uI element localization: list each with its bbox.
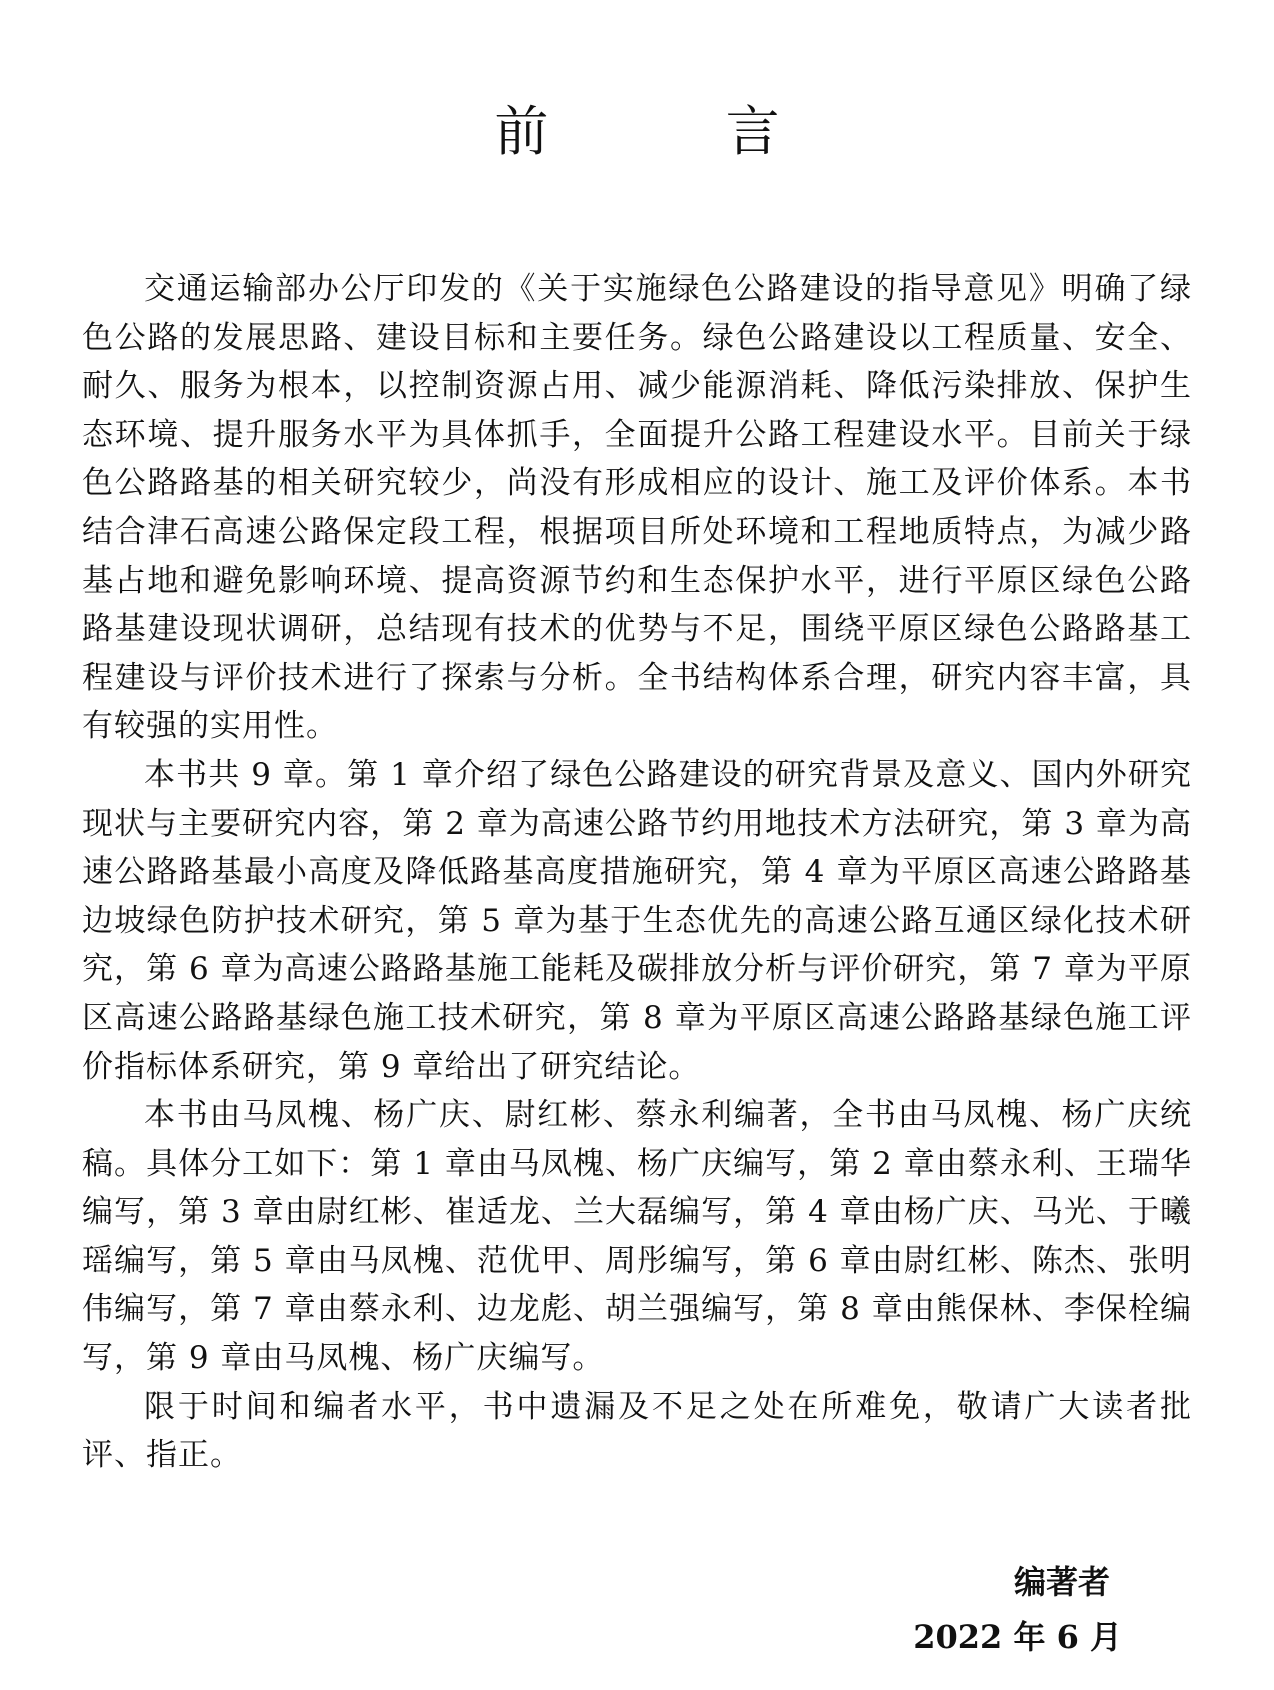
page-title: 前 言: [494, 100, 860, 163]
paragraph-1: 交通运输部办公厅印发的《关于实施绿色公路建设的指导意见》明确了绿色公路的发展思路、建设目标和主要任务。绿色公路建设以工程质量、安全、耐久、服务为根本，以控制资源占用、减少能源消耗、降低污染排放、保护生态环境、提升服务水平为具体抓手，全面提升公路工程建设水平。目前关于绿色公路路基的相关研究较少，尚没有形成相应的设计、施工及评价体系。本书结合津石高速公路保定段工程，根据项目所处环境和工程地质特点，为减少路基占地和避免影响环境、提高资源节约和生态保护水平，进行平原区绿色公路路基建设现状调研，总结现有技术的优势与不足，围绕平原区绿色公路路基工程建设与评价技术进行了探索与分析。全书结构体系合理，研究内容丰富，具有较强的实用性。: [82, 271, 1192, 745]
paragraph-2: 本书共 9 章。第 1 章介绍了绿色公路建设的研究背景及意义、国内外研究现状与主要研究内容，第 2 章为高速公路节约用地技术方法研究，第 3 章为高速公路路基最小高度及降低路基高度措施研究，第 4 章为平原区高速公路路基边坡绿色防护技术研究，第 5 章为基于生态优先的高速公路互通区绿化技术研究，第 6 章为高速公路路基施工能耗及碳排放分析与评价研究，第 7 章为平原区高速公路路基绿色施工技术研究，第 8 章为平原区高速公路路基绿色施工评价指标体系研究，第 9 章给出了研究结论。: [82, 756, 1192, 1085]
editor-label: 编著者: [1013, 1563, 1110, 1601]
preface-body: [82, 265, 1192, 1480]
signature-block: [913, 1555, 1122, 1665]
paragraph-4: 限于时间和编者水平，书中遗漏及不足之处在所难免，敬请广大读者批评、指正。: [82, 1388, 1192, 1474]
date-label: 2022 年 6 月: [913, 1618, 1122, 1656]
paragraph-3: 本书由马凤槐、杨广庆、尉红彬、蔡永利编著，全书由马凤槐、杨广庆统稿。具体分工如下：第 1 章由马凤槐、杨广庆编写，第 2 章由蔡永利、王瑞华编写，第 3 章由尉红彬、崔适龙、兰大磊编写，第 4 章由杨广庆、马光、于曦瑶编写，第 5 章由马凤槐、范优甲、周彤编写，第 6 章由尉红彬、陈杰、张明伟编写，第 7 章由蔡永利、边龙彪、胡兰强编写，第 8 章由熊保林、李保栓编写，第 9 章由马凤槐、杨广庆编写。: [82, 1097, 1192, 1377]
